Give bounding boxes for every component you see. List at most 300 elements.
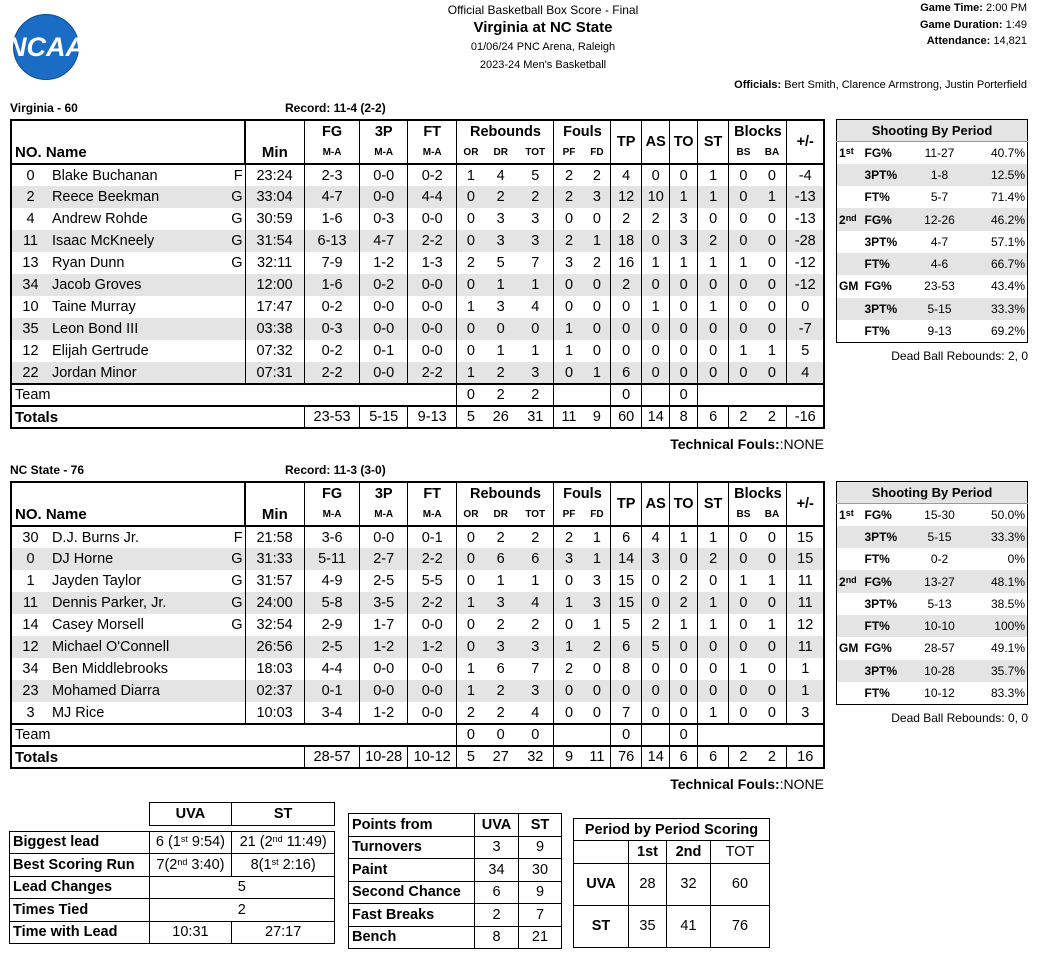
sbp-made-att: 10-28	[913, 660, 967, 682]
virginia-section	[10, 101, 830, 429]
header-st: ST	[697, 120, 729, 164]
player-as: 2	[641, 614, 669, 636]
player-as: 3	[641, 548, 669, 570]
totals-tp: 60	[611, 406, 642, 428]
ncstate-section	[10, 463, 830, 769]
game-info	[920, 0, 1027, 50]
player-ft: 0-0	[407, 340, 457, 362]
player-3p: 0-0	[360, 526, 407, 548]
player-fg: 5-8	[304, 592, 360, 614]
player-tp: 6	[611, 526, 642, 548]
lead-stats-table	[9, 802, 335, 944]
team-blank	[697, 384, 824, 406]
player-pf: 1	[554, 340, 584, 362]
player-name: Jacob Groves	[51, 277, 142, 293]
player-to: 0	[670, 362, 697, 384]
player-number: 13	[11, 252, 49, 274]
header-fd: FD	[583, 142, 610, 164]
totals-row	[11, 406, 824, 428]
player-name: Andrew Rohde	[51, 211, 148, 227]
player-pf: 2	[554, 658, 584, 680]
player-number: 22	[11, 362, 49, 384]
player-tot: 1	[517, 340, 554, 362]
player-dr: 3	[484, 636, 517, 658]
header-bs: BS	[729, 142, 757, 164]
player-row	[11, 186, 824, 208]
player-st: 0	[697, 680, 729, 702]
player-as: 1	[641, 296, 669, 318]
virginia-technical-fouls	[670, 436, 824, 452]
player-number: 0	[11, 548, 49, 570]
totals-3p: 10-28	[360, 746, 407, 768]
player-as: 4	[641, 526, 669, 548]
times-tied-value: 2	[149, 899, 334, 922]
player-ba: 0	[757, 658, 787, 680]
player-bs: 0	[729, 362, 757, 384]
player-row	[11, 318, 824, 340]
player-ba: 0	[757, 252, 787, 274]
player-fg: 2-3	[304, 164, 360, 186]
player-position: F	[233, 530, 243, 546]
team-row-label: Team	[11, 724, 457, 746]
player-ba: 0	[757, 636, 787, 658]
duration-label: Game Duration:	[920, 18, 1003, 31]
player-pf: 0	[554, 570, 584, 592]
player-ft: 0-0	[407, 296, 457, 318]
ncstate-shooting-by-period	[836, 481, 1028, 725]
player-name-cell	[49, 362, 245, 384]
header-fg-ma: M-A	[304, 504, 360, 526]
player-st: 0	[697, 340, 729, 362]
player-bs: 0	[729, 208, 757, 230]
player-fd: 1	[583, 548, 610, 570]
player-tp: 15	[611, 592, 642, 614]
player-bs: 0	[729, 702, 757, 724]
player-plus-minus: 3	[787, 702, 824, 724]
player-fg: 0-2	[304, 296, 360, 318]
best-run-st: 8(1st 2:16)	[232, 854, 335, 877]
totals-as: 14	[641, 406, 669, 428]
player-number: 10	[11, 296, 49, 318]
player-tot: 2	[517, 526, 554, 548]
player-number: 2	[11, 186, 49, 208]
player-3p: 2-7	[360, 548, 407, 570]
period-scoring-table	[573, 818, 770, 948]
sbp-made-att: 4-7	[930, 234, 949, 249]
player-or: 0	[457, 526, 484, 548]
team-tp: 0	[611, 384, 642, 406]
player-ba: 0	[757, 526, 787, 548]
sbp-stat: 3PT%	[864, 234, 898, 249]
player-st: 2	[697, 548, 729, 570]
player-plus-minus: 4	[787, 362, 824, 384]
player-tp: 16	[611, 252, 642, 274]
player-row	[11, 252, 824, 274]
team-record: Record: 11-3 (3-0)	[285, 463, 386, 477]
box-score-table	[10, 481, 825, 769]
player-dr: 1	[484, 274, 517, 296]
player-ba: 0	[757, 230, 787, 252]
player-tp: 6	[611, 362, 642, 384]
header-blocks: Blocks	[729, 120, 787, 142]
sbp-row	[837, 298, 1028, 320]
sbp-row	[837, 660, 1028, 682]
points-uva: 2	[475, 904, 519, 927]
team-title: NC State - 76	[10, 463, 85, 477]
player-ft: 0-0	[407, 318, 457, 340]
game-time-label: Game Time:	[920, 2, 983, 14]
player-ft: 4-4	[407, 186, 457, 208]
player-to: 0	[670, 274, 697, 296]
player-ba: 0	[757, 274, 787, 296]
player-plus-minus: 11	[787, 570, 824, 592]
venue-line: 01/06/24 PNC Arena, Raleigh	[470, 41, 616, 53]
player-tp: 15	[611, 570, 642, 592]
player-minutes: 07:31	[245, 362, 304, 384]
header-no-name: NO. Name	[11, 504, 245, 526]
player-or: 0	[457, 636, 484, 658]
player-plus-minus: 11	[787, 636, 824, 658]
player-tot: 3	[517, 362, 554, 384]
player-fd: 1	[583, 614, 610, 636]
player-to: 0	[670, 340, 697, 362]
player-position: G	[231, 255, 243, 271]
player-number: 4	[11, 208, 49, 230]
period-h3: TOT	[711, 841, 770, 864]
totals-st: 6	[697, 746, 729, 768]
player-dr: 6	[496, 661, 505, 677]
points-uva: 3	[475, 836, 519, 859]
player-fg: 0-3	[304, 318, 360, 340]
points-st: 9	[519, 836, 562, 859]
header-ba: BA	[757, 142, 787, 164]
totals-bs: 2	[729, 746, 757, 768]
header-tp: TP	[611, 120, 642, 164]
tech-value: :NONE	[779, 776, 824, 792]
player-3p: 0-0	[360, 318, 407, 340]
sbp-period	[837, 615, 863, 637]
sbp-pct: 100%	[967, 615, 1028, 637]
player-3p: 1-2	[360, 636, 407, 658]
player-pf: 0	[554, 296, 584, 318]
header-blocks: Blocks	[729, 482, 787, 504]
team-row	[11, 724, 824, 746]
report-subtitle: Official Basketball Box Score - Final	[447, 3, 639, 17]
player-name-cell	[49, 186, 245, 208]
header-ft: FT	[407, 120, 457, 142]
totals-as: 14	[641, 746, 669, 768]
player-position: G	[231, 233, 243, 249]
period-h2: 2nd	[667, 841, 711, 864]
player-bs: 0	[729, 614, 757, 636]
header-as: AS	[641, 120, 669, 164]
player-st: 1	[697, 296, 729, 318]
sbp-made-att: 9-13	[927, 323, 952, 338]
player-as: 1	[641, 252, 669, 274]
player-plus-minus: 1	[787, 680, 824, 702]
player-name-cell	[49, 252, 245, 274]
player-pf: 0	[554, 208, 584, 230]
sbp-stat: 3PT%	[863, 660, 913, 682]
player-name: Isaac McKneely	[51, 233, 155, 249]
player-minutes: 02:37	[245, 680, 304, 702]
player-name-cell	[49, 526, 245, 548]
sbp-made-att: 13-27	[913, 570, 967, 592]
player-plus-minus: 12	[787, 614, 824, 636]
points-row	[349, 926, 562, 949]
player-fd: 0	[583, 296, 610, 318]
player-fd: 0	[583, 318, 610, 340]
player-number: 23	[11, 680, 49, 702]
player-or: 0	[457, 614, 484, 636]
sbp-period: GM	[839, 641, 859, 656]
times-tied-label: Times Tied	[10, 899, 150, 922]
player-name: Ryan Dunn	[51, 255, 125, 271]
sbp-row	[837, 253, 1028, 275]
player-plus-minus: 5	[787, 340, 824, 362]
sbp-made-att: 10-12	[924, 685, 955, 700]
player-fd: 2	[583, 252, 610, 274]
sbp-row	[837, 320, 1028, 342]
player-or: 0	[457, 548, 484, 570]
player-as: 0	[641, 570, 669, 592]
player-dr: 2	[484, 362, 517, 384]
totals-st: 6	[697, 406, 729, 428]
player-number: 34	[11, 274, 49, 296]
player-as: 0	[641, 592, 669, 614]
player-tp: 6	[611, 636, 642, 658]
team-blank	[641, 384, 669, 406]
player-fd: 0	[583, 340, 610, 362]
player-or: 1	[457, 296, 484, 318]
player-ba: 0	[757, 296, 787, 318]
sbp-stat: FG%	[864, 507, 892, 522]
player-dr: 2	[484, 680, 517, 702]
player-fd: 3	[583, 570, 610, 592]
player-row	[11, 680, 824, 702]
header-rebounds: Rebounds	[457, 482, 554, 504]
player-position: G	[231, 595, 243, 611]
totals-tp: 76	[611, 746, 642, 768]
player-fg: 4-4	[304, 658, 360, 680]
player-ft: 0-0	[407, 680, 457, 702]
period-row	[574, 905, 770, 947]
player-name-cell	[49, 570, 245, 592]
player-number: 1	[11, 570, 49, 592]
player-name: Leon Bond III	[51, 321, 139, 337]
player-name: MJ Rice	[51, 704, 105, 721]
player-dr: 3	[484, 592, 517, 614]
totals-fg: 28-57	[304, 746, 360, 768]
sbp-pct: 46.2%	[967, 208, 1028, 230]
player-fg: 2-9	[304, 614, 360, 636]
period-tot: 76	[711, 905, 770, 947]
sbp-stat: 3PT%	[863, 298, 913, 320]
player-row	[11, 702, 824, 724]
player-fg: 0-2	[304, 340, 360, 362]
player-fg: 1-6	[304, 208, 360, 230]
points-st: 30	[519, 859, 562, 882]
sbp-made-att: 5-13	[927, 596, 952, 611]
player-bs: 0	[729, 274, 757, 296]
player-minutes: 18:03	[245, 658, 304, 680]
player-plus-minus: 15	[787, 548, 824, 570]
sbp-made-att: 4-6	[913, 253, 967, 275]
sbp-pct: 40.7%	[990, 145, 1025, 160]
totals-tot: 31	[517, 406, 554, 428]
player-dr: 6	[484, 548, 517, 570]
player-plus-minus: -12	[787, 274, 824, 296]
totals-label: Totals	[11, 746, 304, 768]
player-fd: 0	[583, 208, 610, 230]
player-fd: 3	[583, 186, 610, 208]
player-dr: 3	[484, 230, 517, 252]
player-fg: 7-9	[304, 252, 360, 274]
biggest-lead-uva: 6 (1st 9:54)	[149, 831, 232, 854]
sbp-made-att: 28-57	[924, 641, 955, 656]
player-minutes: 17:47	[245, 296, 304, 318]
sbp-pct: 71.4%	[990, 190, 1025, 205]
player-st: 0	[697, 208, 729, 230]
period-team: ST	[574, 905, 629, 947]
player-fd: 1	[583, 526, 610, 548]
virginia-shooting-by-period	[836, 119, 1028, 363]
header-pf: PF	[554, 142, 584, 164]
player-or: 1	[457, 592, 484, 614]
sbp-period: GM	[839, 279, 859, 294]
team-dr: 0	[484, 724, 517, 746]
sbp-stat: 3PT%	[864, 596, 898, 611]
player-tot: 0	[517, 318, 554, 340]
player-name-cell	[49, 614, 245, 636]
header-blank	[11, 482, 245, 504]
sbp-made-att: 0-2	[930, 552, 949, 567]
header-fg: FG	[304, 482, 360, 504]
player-ba: 0	[757, 318, 787, 340]
header-3p-ma: M-A	[360, 504, 407, 526]
player-dr: 1	[496, 573, 505, 589]
tech-label: Technical Fouls:	[670, 776, 780, 792]
player-ba: 0	[757, 592, 787, 614]
player-3p: 0-0	[360, 296, 407, 318]
player-or: 1	[457, 362, 484, 384]
team-blank	[641, 724, 669, 746]
player-tot: 5	[517, 164, 554, 186]
points-category: Turnovers	[349, 836, 475, 859]
points-uva: 6	[475, 881, 519, 904]
sbp-made-att: 12-26	[913, 208, 967, 230]
totals-dr: 27	[484, 746, 517, 768]
sbp-period	[837, 253, 863, 275]
player-ft: 0-0	[407, 614, 457, 636]
player-tot: 3	[517, 208, 554, 230]
player-fg: 2-5	[304, 636, 360, 658]
sbp-stat: FG%	[864, 641, 892, 656]
player-name: Dennis Parker, Jr.	[51, 595, 167, 611]
player-tot: 2	[517, 614, 554, 636]
player-to: 0	[670, 164, 697, 186]
player-bs: 0	[729, 296, 757, 318]
sbp-period	[837, 526, 863, 548]
player-as: 0	[641, 164, 669, 186]
player-bs: 0	[729, 592, 757, 614]
player-or: 0	[457, 570, 484, 592]
player-ft: 2-2	[407, 592, 457, 614]
team-dr: 2	[484, 384, 517, 406]
player-row	[11, 592, 824, 614]
player-as: 0	[641, 658, 669, 680]
player-to: 3	[670, 230, 697, 252]
header-blank	[11, 120, 245, 142]
player-st: 1	[697, 614, 729, 636]
sbp-row	[837, 142, 1028, 164]
player-row	[11, 340, 824, 362]
totals-to: 8	[670, 406, 697, 428]
sbp-stat: FG%	[864, 145, 892, 160]
player-3p: 2-5	[360, 570, 407, 592]
player-minutes: 30:59	[245, 208, 304, 230]
player-plus-minus: -7	[787, 318, 824, 340]
header-plus-minus: +/-	[787, 482, 824, 526]
player-name: Blake Buchanan	[51, 167, 158, 184]
player-name: Casey Morsell	[51, 617, 144, 633]
player-st: 2	[697, 230, 729, 252]
attendance-label: Attendance:	[926, 35, 991, 47]
player-row	[11, 296, 824, 318]
player-number: 11	[11, 230, 49, 252]
player-to: 0	[670, 702, 697, 724]
points-uva: 34	[475, 859, 519, 882]
player-3p: 0-0	[360, 164, 407, 186]
player-fd: 3	[583, 592, 610, 614]
sbp-period	[837, 682, 863, 704]
player-fd: 2	[583, 636, 610, 658]
totals-pf: 9	[554, 746, 584, 768]
tech-value: :NONE	[779, 436, 824, 452]
player-tp: 0	[611, 680, 642, 702]
sbp-stat: FT%	[864, 685, 890, 700]
totals-3p: 5-15	[360, 406, 407, 428]
player-ft: 2-2	[407, 362, 457, 384]
points-from-title: Points from	[349, 814, 475, 837]
header-plus-minus: +/-	[787, 120, 824, 164]
player-name-cell	[49, 592, 245, 614]
player-name-cell	[49, 230, 245, 252]
header-to: TO	[670, 482, 697, 526]
player-fg: 3-6	[304, 526, 360, 548]
player-name-cell	[49, 274, 245, 296]
header-fd: FD	[583, 504, 610, 526]
totals-dr: 26	[484, 406, 517, 428]
header-tot: TOT	[517, 504, 554, 526]
period-table-title: Period by Period Scoring	[574, 819, 770, 841]
player-or: 2	[457, 252, 484, 274]
player-tp: 18	[611, 230, 642, 252]
player-to: 0	[670, 680, 697, 702]
player-3p: 0-0	[360, 680, 407, 702]
player-ft: 0-1	[407, 526, 457, 548]
sbp-pct: 43.4%	[990, 279, 1025, 294]
header-tot: TOT	[517, 142, 554, 164]
sbp-period	[837, 164, 863, 186]
player-dr: 0	[484, 318, 517, 340]
player-or: 0	[457, 186, 484, 208]
player-tp: 2	[611, 274, 642, 296]
period-blank	[574, 841, 629, 864]
player-minutes: 10:03	[245, 702, 304, 724]
player-bs: 0	[729, 680, 757, 702]
player-fg: 6-13	[304, 230, 360, 252]
